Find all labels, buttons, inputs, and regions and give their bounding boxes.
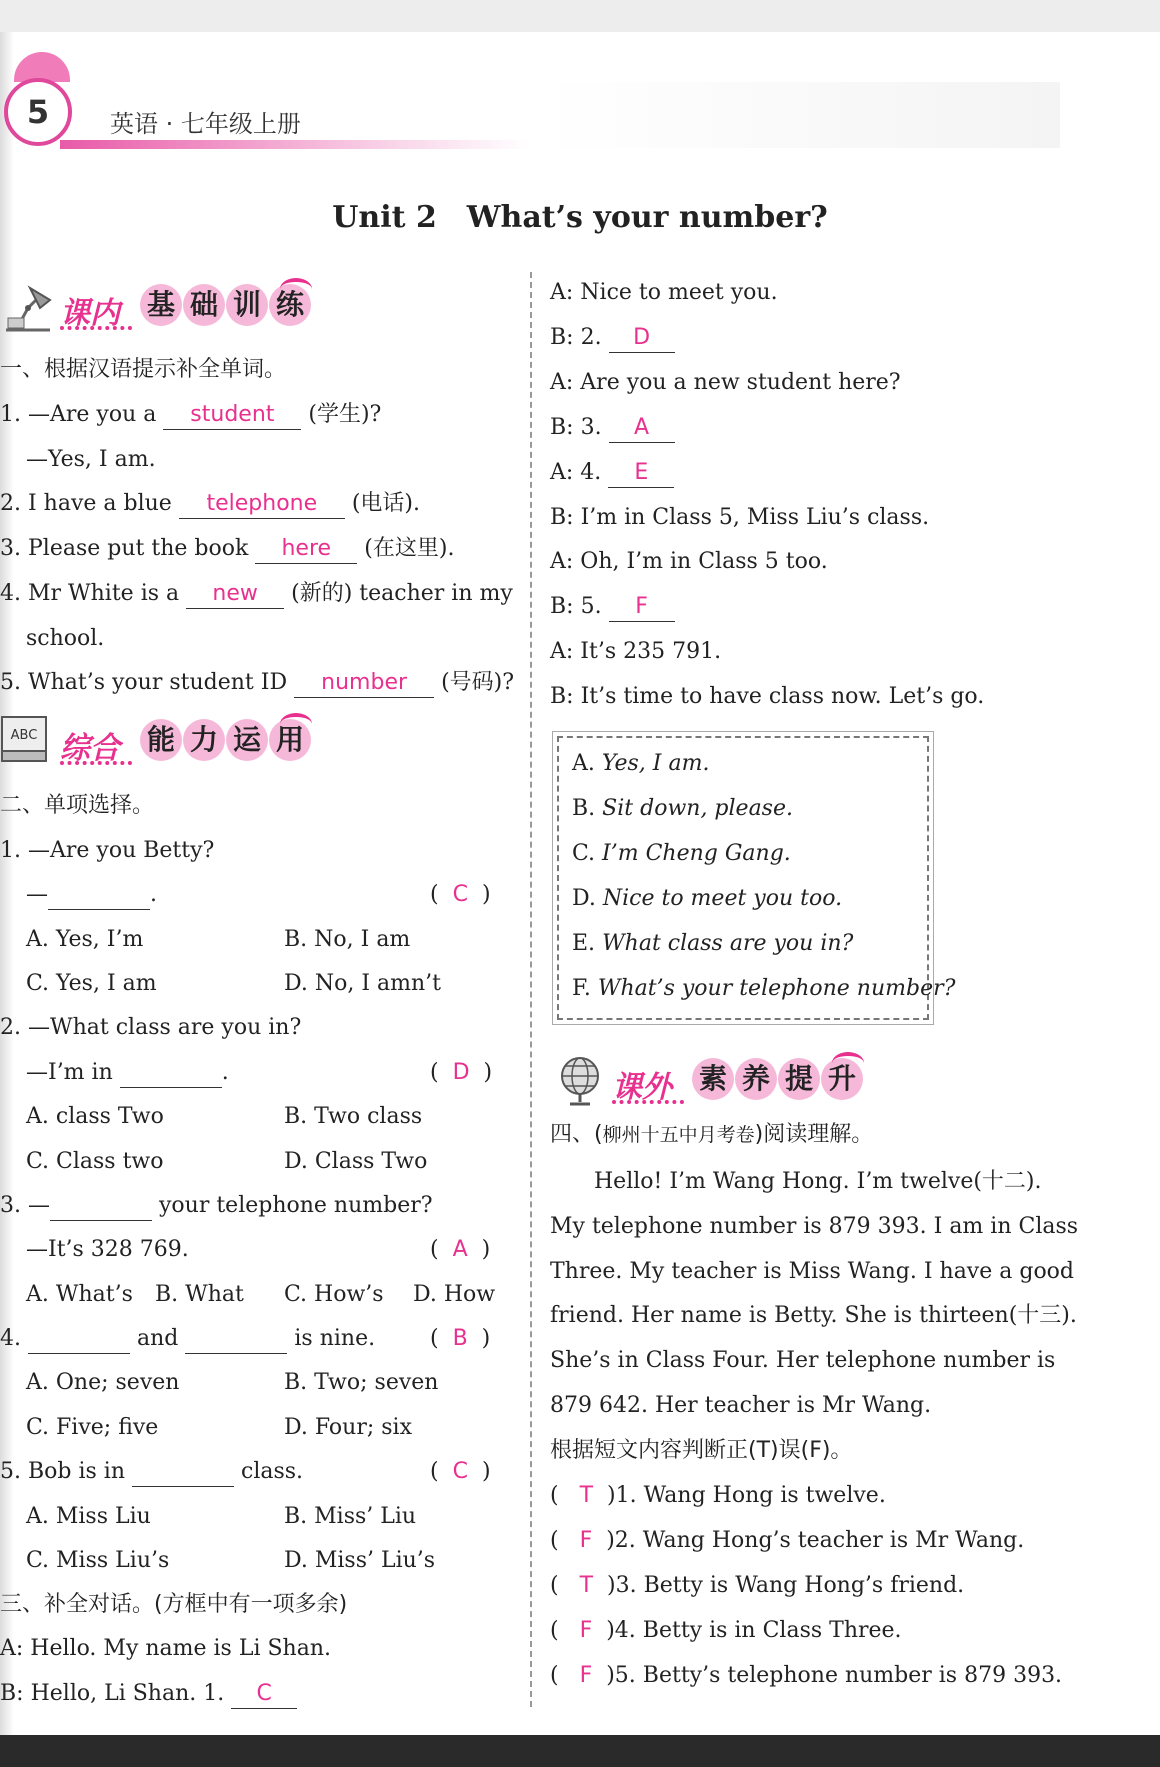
- mc-question-4-stem: [0, 1324, 375, 1354]
- part1-heading: 一、根据汉语提示补全单词。: [0, 357, 287, 382]
- option-letter: C.: [572, 841, 596, 866]
- section-char: 能: [140, 719, 182, 761]
- answer-blank: E: [608, 459, 674, 488]
- blank: [132, 1462, 234, 1487]
- page-number: 5: [4, 78, 72, 146]
- section-char: 升: [821, 1058, 863, 1100]
- tf-statement: )5. Betty’s telephone number is 879 393.: [606, 1663, 1063, 1688]
- dialogue-text: B: 2.: [550, 325, 602, 350]
- tf-item: ( T )1. Wang Hong is twelve.: [550, 1483, 886, 1508]
- passage-line: Hello! I’m Wang Hong. I’m twelve(十二).: [550, 1169, 1042, 1194]
- section-banner-extracurricular: [552, 1052, 872, 1112]
- option: D. Four; six: [284, 1415, 412, 1440]
- option: B. Two class: [284, 1104, 423, 1129]
- answer-letter: A: [452, 1237, 468, 1262]
- book-title: 英语 · 七年级上册: [110, 110, 301, 138]
- option-text: What class are you in?: [602, 931, 854, 956]
- question-text: —I’m in: [26, 1060, 113, 1085]
- option-text: What’s your telephone number?: [597, 976, 956, 1001]
- section-char: 提: [778, 1058, 820, 1100]
- dialogue-line: [550, 413, 675, 443]
- option-text: Yes, I am.: [601, 751, 710, 776]
- mc-answer: ( C ): [430, 882, 491, 907]
- section-char: 训: [226, 284, 268, 326]
- mc-answer: ( B ): [430, 1326, 491, 1351]
- passage-line: She’s in Class Four. Her telephone number is: [550, 1348, 1056, 1373]
- svg-text:ABC: ABC: [10, 728, 38, 743]
- box-option: [572, 794, 793, 824]
- tf-instruction: 根据短文内容判断正(T)误(F)。: [550, 1438, 853, 1463]
- question-text: .: [150, 882, 157, 907]
- question-text: 4. Mr White is a: [0, 581, 180, 606]
- dotted-underline: [612, 1100, 684, 1108]
- option: A. class Two: [26, 1104, 164, 1129]
- answer-blank: new: [186, 580, 284, 609]
- dialogue-line: A: It’s 235 791.: [550, 639, 722, 664]
- question-1-reply: —Yes, I am.: [26, 447, 156, 472]
- section-char: 练: [269, 284, 311, 326]
- section-banner-classroom: [0, 278, 320, 338]
- dialogue-text: B: 3.: [550, 415, 602, 440]
- dialogue-text: A: 4.: [550, 460, 602, 485]
- tf-statement: )2. Wang Hong’s teacher is Mr Wang.: [606, 1528, 1025, 1553]
- question-4-continued: school.: [26, 626, 105, 651]
- tf-answer: F: [579, 1663, 593, 1688]
- section-char: 础: [183, 284, 225, 326]
- dotted-underline: [60, 761, 132, 769]
- option-letter: B.: [572, 796, 596, 821]
- question-text: —: [26, 882, 48, 907]
- question-text: 1. —Are you a: [0, 402, 157, 427]
- option-letter: F.: [572, 976, 591, 1001]
- bottom-border: [0, 1735, 1160, 1767]
- mc-question-1-line: [26, 880, 157, 910]
- option-letter: E.: [572, 931, 596, 956]
- dialogue-line: [550, 458, 674, 488]
- option: A. What’s: [26, 1282, 133, 1307]
- section-char: 力: [183, 719, 225, 761]
- dialogue-line: [550, 592, 675, 622]
- question-text: and: [137, 1326, 179, 1351]
- section-banner-comprehensive: [0, 713, 320, 773]
- section-label-pink: 综合: [60, 731, 120, 766]
- dialogue-line: B: It’s time to have class now. Let’s go.: [550, 684, 985, 709]
- option-text: I’m Cheng Gang.: [602, 841, 791, 866]
- option: C. Class two: [26, 1149, 164, 1174]
- question-text: 3. —: [0, 1193, 50, 1218]
- dialogue-line: A: Oh, I’m in Class 5 too.: [550, 549, 828, 574]
- question-text: your telephone number?: [158, 1193, 433, 1218]
- tf-answer: T: [579, 1573, 594, 1598]
- answer-blank: D: [609, 324, 675, 353]
- answer-blank: F: [609, 593, 675, 622]
- box-option: [572, 929, 853, 959]
- dialogue-text: B: 5.: [550, 594, 602, 619]
- dialogue-line: B: I’m in Class 5, Miss Liu’s class.: [550, 505, 930, 530]
- question-text: (号码)?: [441, 670, 515, 695]
- answer-blank: number: [294, 669, 434, 698]
- option: B. Miss’ Liu: [284, 1504, 417, 1529]
- option: C. Five; five: [26, 1415, 159, 1440]
- answer-blank: C: [231, 1680, 297, 1709]
- abc-book-icon: [0, 713, 56, 769]
- tf-item: ( F )2. Wang Hong’s teacher is Mr Wang.: [550, 1528, 1025, 1553]
- question-text: 3. Please put the book: [0, 536, 249, 561]
- option: C. How’s: [284, 1282, 384, 1307]
- answer-letter: C: [452, 1459, 468, 1484]
- mc-answer: ( D ): [430, 1060, 493, 1085]
- dotted-underline: [60, 326, 132, 334]
- question-text: (电话).: [351, 491, 420, 516]
- question-text: .: [221, 1060, 229, 1085]
- option-letter: D.: [572, 886, 596, 911]
- column-divider: [530, 272, 532, 1707]
- blank: [185, 1329, 287, 1354]
- dialogue-line: A: Hello. My name is Li Shan.: [0, 1636, 331, 1661]
- mc-question-3-stem: [0, 1191, 433, 1221]
- box-option: [572, 839, 791, 869]
- option: B. Two; seven: [284, 1370, 439, 1395]
- option: A. Miss Liu: [26, 1504, 151, 1529]
- header-rule: [60, 140, 530, 149]
- section-char: 养: [735, 1058, 777, 1100]
- section-label-pink: 课外: [612, 1070, 672, 1105]
- part4-heading: [550, 1120, 873, 1150]
- desk-lamp-icon: [0, 278, 56, 334]
- answer-blank: student: [163, 401, 301, 430]
- option: A. One; seven: [26, 1370, 180, 1395]
- swoosh-ornament: [832, 1052, 864, 1074]
- top-border: [0, 0, 1160, 32]
- mc-answer: ( C ): [430, 1459, 491, 1484]
- dialogue-line: [550, 323, 675, 353]
- option: A. Yes, I’m: [26, 927, 144, 952]
- mc-question-2-stem: 2. —What class are you in?: [0, 1015, 302, 1040]
- box-option: [572, 749, 709, 779]
- blank: [120, 1063, 222, 1088]
- question-text: (在这里).: [364, 536, 455, 561]
- option-text: Sit down, please.: [602, 796, 793, 821]
- blank: [50, 1196, 152, 1221]
- tf-statement: )3. Betty is Wang Hong’s friend.: [607, 1573, 965, 1598]
- swoosh-ornament: [280, 713, 312, 735]
- dialogue-text: B: Hello, Li Shan. 1.: [0, 1681, 225, 1706]
- tf-item: ( T )3. Betty is Wang Hong’s friend.: [550, 1573, 965, 1598]
- part2-heading: 二、单项选择。: [0, 793, 155, 818]
- option: B. No, I am: [284, 927, 411, 952]
- heading-text: )阅读理解。: [754, 1122, 874, 1147]
- answer-blank: here: [255, 535, 357, 564]
- part3-heading: 三、补全对话。(方框中有一项多余): [0, 1592, 348, 1617]
- exam-source: 柳州十五中月考卷: [602, 1124, 755, 1146]
- tf-item: ( F )5. Betty’s telephone number is 879 393.: [550, 1663, 1063, 1688]
- answer-letter: B: [452, 1326, 468, 1351]
- section-label-pink: 课内: [60, 296, 120, 331]
- blank: [48, 885, 150, 910]
- answer-letter: C: [452, 882, 468, 907]
- option: D. No, I amn’t: [284, 971, 441, 996]
- answer-letter: D: [452, 1060, 470, 1085]
- question-2: [0, 489, 420, 519]
- dialogue-line: A: Nice to meet you.: [550, 280, 778, 305]
- answer-blank: A: [609, 414, 675, 443]
- section-char: 运: [226, 719, 268, 761]
- question-4: [0, 579, 513, 609]
- unit-title: Unit 2 What’s your number?: [332, 200, 828, 235]
- passage-line: Three. My teacher is Miss Wang. I have a good: [550, 1259, 1075, 1284]
- mc-answer: ( A ): [430, 1237, 491, 1262]
- passage-line: 879 642. Her teacher is Mr Wang.: [550, 1393, 932, 1418]
- swoosh-ornament: [280, 278, 312, 300]
- tf-answer: F: [579, 1528, 593, 1553]
- blank: [28, 1329, 130, 1354]
- passage-line: friend. Her name is Betty. She is thirteen(十三).: [550, 1303, 1077, 1328]
- section-char: 用: [269, 719, 311, 761]
- box-option: [572, 884, 842, 914]
- globe-icon: [552, 1052, 608, 1108]
- option-letter: A.: [572, 751, 595, 776]
- question-1: [0, 400, 381, 430]
- option: C. Miss Liu’s: [26, 1548, 170, 1573]
- box-option: [572, 974, 955, 1004]
- heading-text: 四、(: [550, 1122, 603, 1147]
- option: D. Class Two: [284, 1149, 428, 1174]
- tf-answer: F: [579, 1618, 593, 1643]
- mc-question-1-stem: 1. —Are you Betty?: [0, 838, 215, 863]
- tf-item: ( F )4. Betty is in Class Three.: [550, 1618, 902, 1643]
- header-background: [540, 82, 1060, 148]
- option: B. What: [155, 1282, 244, 1307]
- question-text: 4.: [0, 1326, 21, 1351]
- question-text: 2. I have a blue: [0, 491, 172, 516]
- mc-question-5-stem: [0, 1457, 303, 1487]
- question-text: (学生)?: [308, 402, 382, 427]
- question-5: [0, 668, 514, 698]
- question-text: class.: [241, 1459, 304, 1484]
- mc-question-3-line: —It’s 328 769.: [26, 1237, 189, 1262]
- option-text: Nice to meet you too.: [602, 886, 843, 911]
- tf-statement: )4. Betty is in Class Three.: [606, 1618, 902, 1643]
- answer-blank: telephone: [179, 490, 345, 519]
- question-3: [0, 534, 454, 564]
- question-text: is nine.: [294, 1326, 376, 1351]
- option: C. Yes, I am: [26, 971, 157, 996]
- tf-statement: )1. Wang Hong is twelve.: [607, 1483, 886, 1508]
- section-char: 基: [140, 284, 182, 326]
- dialogue-line: A: Are you a new student here?: [550, 370, 901, 395]
- question-text: 5. What’s your student ID: [0, 670, 288, 695]
- mc-question-2-line: [26, 1058, 229, 1088]
- question-text: 5. Bob is in: [0, 1459, 125, 1484]
- tf-answer: T: [579, 1483, 594, 1508]
- section-char: 素: [692, 1058, 734, 1100]
- dialogue-line: [0, 1679, 297, 1709]
- option: D. How: [413, 1282, 496, 1307]
- option: D. Miss’ Liu’s: [284, 1548, 436, 1573]
- question-text: (新的) teacher in my: [291, 581, 513, 606]
- passage-line: My telephone number is 879 393. I am in Class: [550, 1214, 1079, 1239]
